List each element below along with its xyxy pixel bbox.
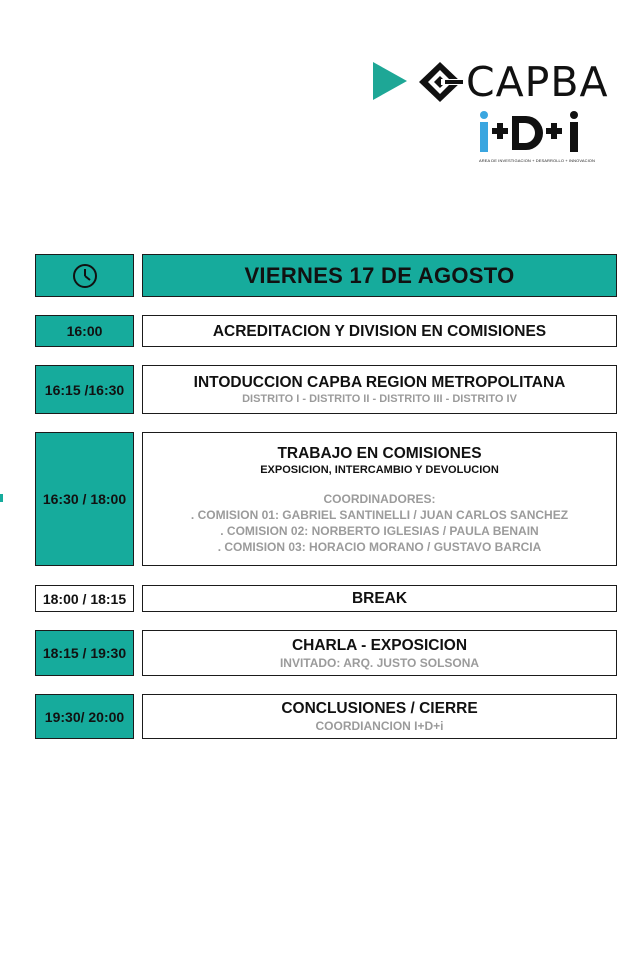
clock-icon <box>72 263 98 289</box>
coordinators-label: COORDINADORES: <box>323 491 436 506</box>
capba-emblem-icon <box>417 60 463 104</box>
page-title: VIERNES 17 DE AGOSTO <box>244 262 515 288</box>
activity-cell <box>142 365 617 414</box>
activity-cell <box>142 432 617 566</box>
time-label: 19:30/ 20:00 <box>44 708 125 725</box>
time-label: 16:30 / 18:00 <box>42 491 127 507</box>
header-clock-cell <box>35 254 134 297</box>
time-cell <box>35 694 134 739</box>
edge-mark <box>0 494 3 502</box>
activity-cell <box>142 694 617 739</box>
activity-title: BREAK <box>351 590 408 607</box>
time-label: 16:15 /16:30 <box>44 381 125 398</box>
time-label: 16:00 <box>66 323 103 339</box>
idi-caption: AREA DE INVESTIGACION + DESARROLLO + INNOVACION <box>479 158 595 163</box>
activity-title: TRABAJO EN COMISIONES <box>277 444 482 462</box>
activity-cell <box>142 585 617 612</box>
activity-cell <box>142 315 617 347</box>
time-cell <box>35 315 134 347</box>
activity-title: CONCLUSIONES / CIERRE <box>281 700 478 717</box>
commission-line: . COMISION 02: NORBERTO IGLESIAS / PAULA BENAIN <box>220 523 539 538</box>
activity-title: INTODUCCION CAPBA REGION METROPOLITANA <box>193 374 566 391</box>
time-cell <box>35 432 134 566</box>
time-label: 18:15 / 19:30 <box>42 645 127 661</box>
commission-line: . COMISION 01: GABRIEL SANTINELLI / JUAN CARLOS SANCHEZ <box>190 507 569 522</box>
time-label: 18:00 / 18:15 <box>42 590 127 607</box>
time-cell <box>35 630 134 676</box>
activity-title: ACREDITACION Y DIVISION EN COMISIONES <box>212 322 547 340</box>
header-date-cell <box>142 254 617 297</box>
time-cell <box>35 585 134 612</box>
activity-cell <box>142 630 617 676</box>
activity-subtitle: DISTRITO I - DISTRITO II - DISTRITO III - DISTRITO IV <box>242 393 517 405</box>
activity-subtitle: INVITADO: ARQ. JUSTO SOLSONA <box>279 655 480 670</box>
capba-logo-text: CAPBA <box>466 58 609 106</box>
activity-subtitle: EXPOSICION, INTERCAMBIO Y DEVOLUCION <box>260 463 499 476</box>
idi-logo-icon <box>478 110 590 156</box>
activity-subtitle: COORDIANCION I+D+i <box>315 719 444 733</box>
activity-title: CHARLA - EXPOSICION <box>291 636 468 654</box>
commission-line: . COMISION 03: HORACIO MORANO / GUSTAVO BARCIA <box>217 539 542 554</box>
play-triangle-logo <box>373 62 407 100</box>
time-cell <box>35 365 134 414</box>
